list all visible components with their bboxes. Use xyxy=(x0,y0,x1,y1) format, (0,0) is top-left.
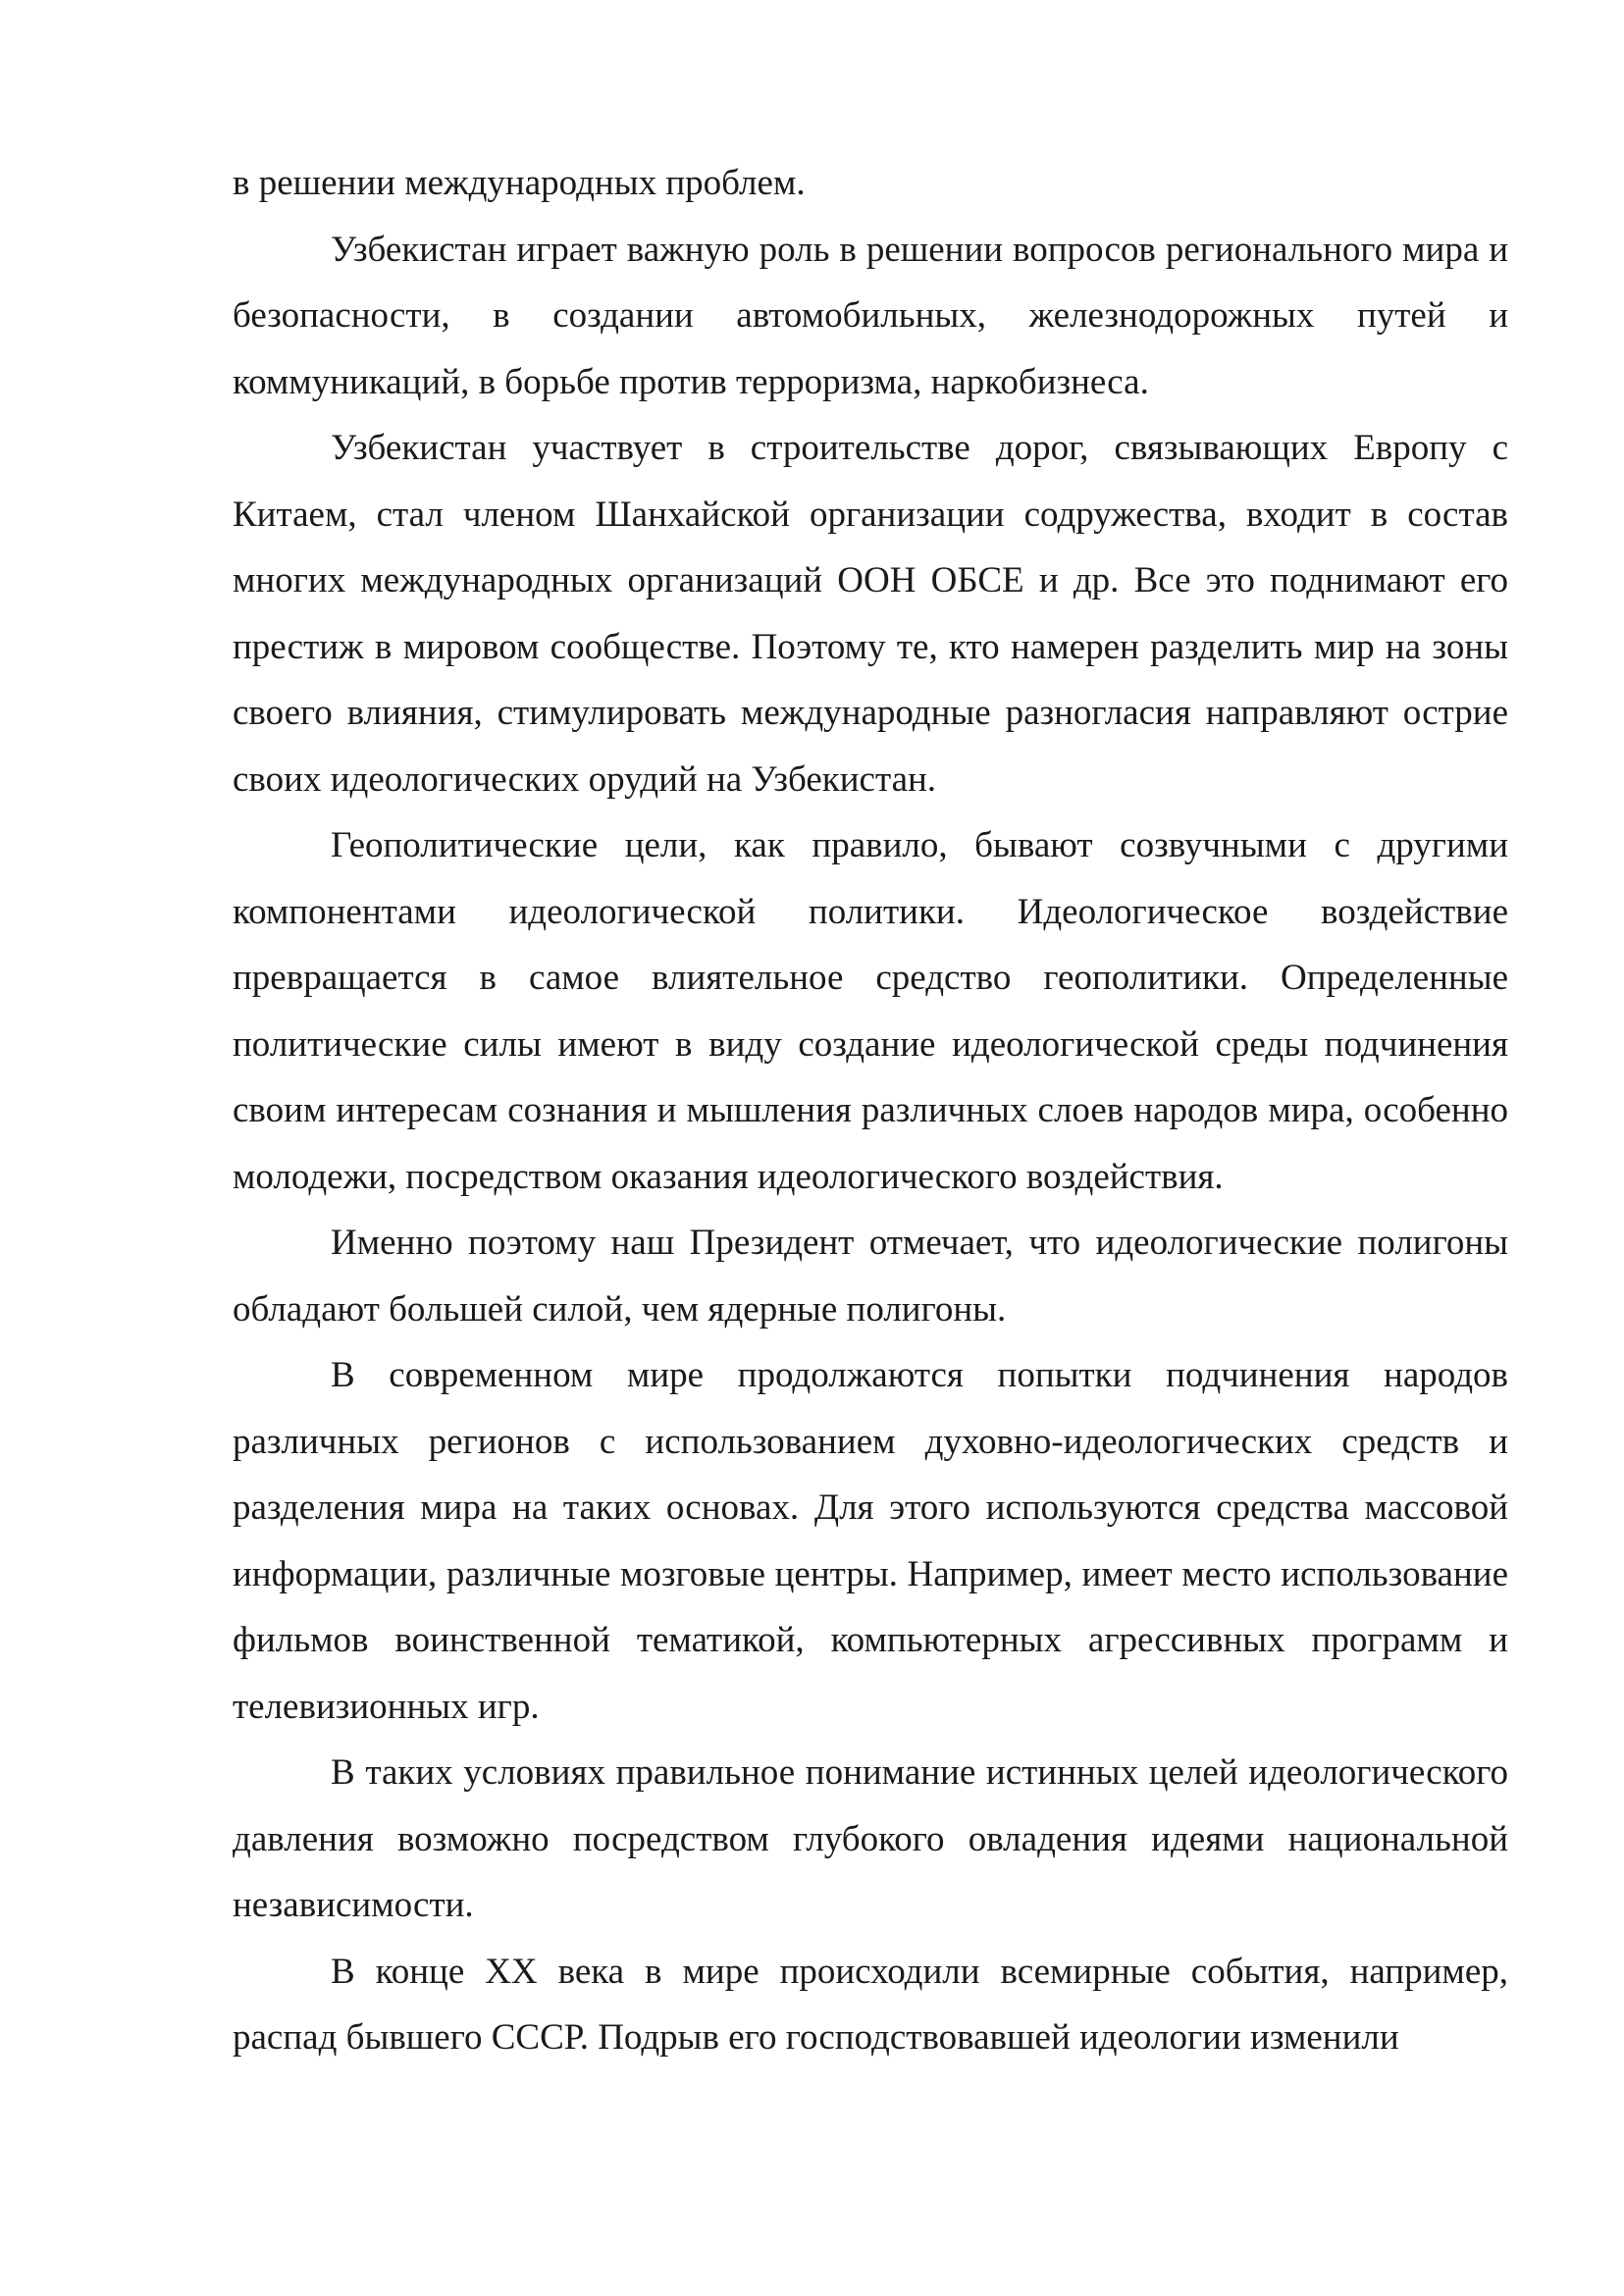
paragraph-modern-world: В современном мире продолжаются попытки подчинения народов различных регионов с использованием духовно-идеологических средств и разделения мира на таких основах. Для этого используются средства массовой информации, различные мозговые центры. Например, имеет место использование фильмов воинственной тематикой, компьютерных агрессивных программ и телевизионных игр. xyxy=(233,1355,1508,1727)
paragraph-end-of-century: В конце ХХ века в мире происходили всемирные события, например, распад бывшего СССР. Подрыв его господствовавшей идеологии изменили xyxy=(233,1951,1508,2058)
document-body xyxy=(233,150,1508,2071)
paragraph-uzbekistan-participation: Узбекистан участвует в строительстве дорог, связывающих Европу с Китаем, стал членом Шанхайской организации содружества, входит в состав многих международных организаций ООН ОБСЕ и др. Все это поднимают его престиж в мировом сообществе. Поэтому те, кто намерен разделить мир на зоны своего влияния, стимулировать международные разногласия направляют острие своих идеологических орудий на Узбекистан. xyxy=(233,428,1508,800)
paragraph-continuation: в решении международных проблем. xyxy=(233,163,806,203)
paragraph-geopolitical-goals: Геополитические цели, как правило, бывают созвучными с другими компонентами идеологической политики. Идеологическое воздействие превращается в самое влиятельное средство геополитики. Определенные политические силы имеют в виду создание идеологической среды подчинения своим интересам сознания и мышления различных слоев народов мира, особенно молодежи, посредством оказания идеологического воздействия. xyxy=(233,825,1508,1197)
paragraph-uzbekistan-role: Узбекистан играет важную роль в решении вопросов регионального мира и безопасности, в создании автомобильных, железнодорожных путей и коммуникаций, в борьбе против терроризма, наркобизнеса. xyxy=(233,229,1508,402)
paragraph-president-quote: Именно поэтому наш Президент отмечает, что идеологические полигоны обладают большей силой, чем ядерные полигоны. xyxy=(233,1223,1508,1330)
paragraph-understanding: В таких условиях правильное понимание истинных целей идеологического давления возможно посредством глубокого овладения идеями национальной независимости. xyxy=(233,1752,1508,1925)
